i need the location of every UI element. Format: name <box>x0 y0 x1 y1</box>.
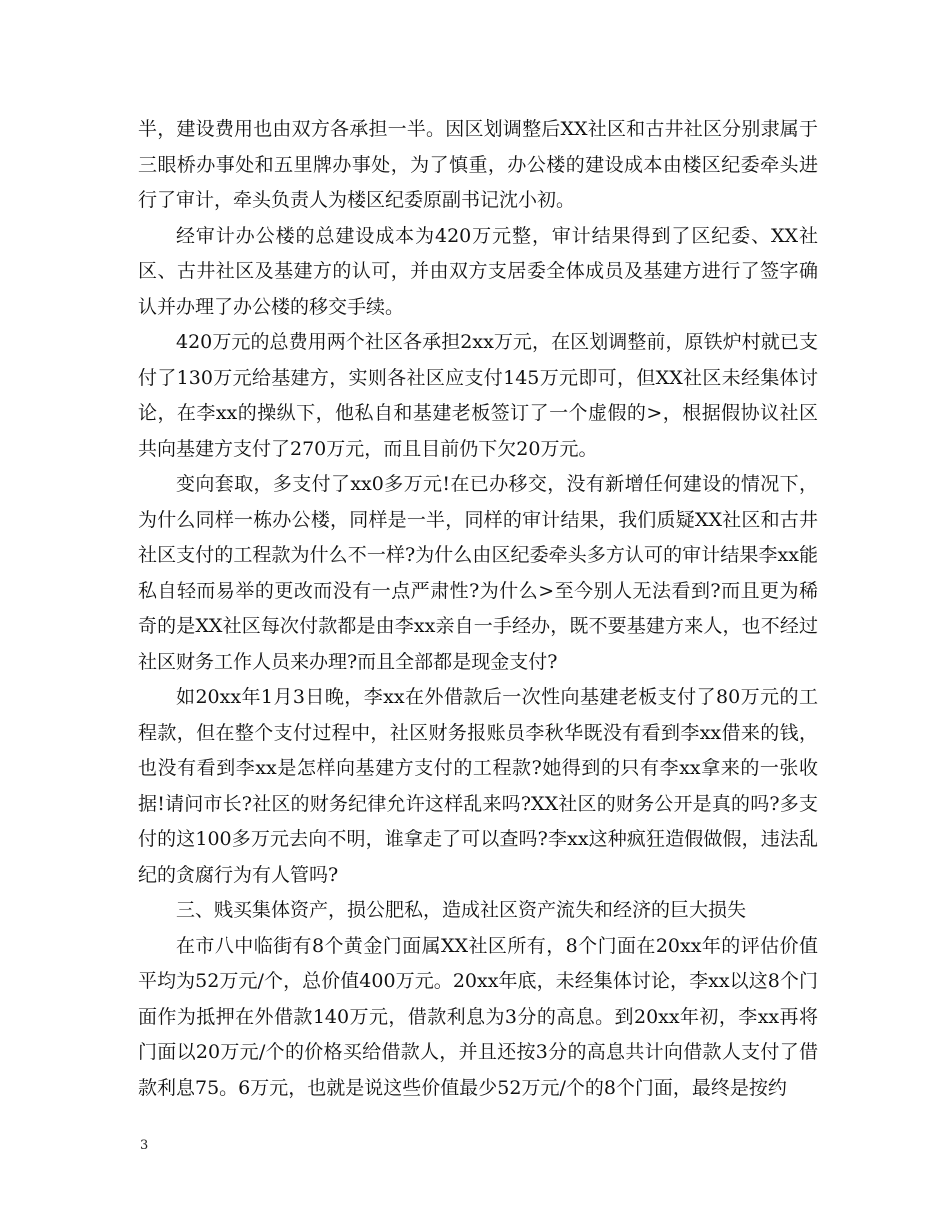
paragraph-3: 420万元的总费用两个社区各承担2xx万元，在区划调整前，原铁炉村就已支付了130万元给基建方，实则各社区应支付145万元即可，但XX社区未经集体讨论，在李xx的操纵下，他私自和基建老板签订了一个虚假的>，根据假协议社区共向基建方支付了270万元，而且目前仍下欠20万元。 <box>138 331 818 460</box>
paragraph-4: 变向套取，多支付了xx0多万元!在已办移交，没有新增任何建设的情况下，为什么同样一栋办公楼，同样是一半，同样的审计结果，我们质疑XX社区和古井社区支付的工程款为什么不一样?为什么由区纪委牵头多方认可的审计结果李xx能私自轻而易举的更改而没有一点严肃性?为什么>至今别人无法看到?而且更为稀奇的是XX社区每次付款都是由李xx亲自一手经办，既不要基建方来人，也不经过社区财务工作人员来办理?而且全部都是现金支付? <box>138 473 818 673</box>
document-body <box>138 112 818 1106</box>
page-number: 3 <box>140 1138 149 1153</box>
paragraph-6: 在市八中临街有8个黄金门面属XX社区所有，8个门面在20xx年的评估价值平均为52万元/个，总价值400万元。20xx年底，未经集体讨论，李xx以这8个门面作为抵押在外借款140万元，借款利息为3分的高息。到20xx年初，李xx再将门面以20万元/个的价格买给借款人，并且还按3分的高息共计向借款人支付了借款利息75。6万元，也就是说这些价值最少52万元/个的8个门面，最终是按约 <box>138 934 818 1099</box>
paragraph-2: 经审计办公楼的总建设成本为420万元整，审计结果得到了区纪委、XX社区、古井社区及基建方的认可，并由双方支居委全体成员及基建方进行了签字确认并办理了办公楼的移交手续。 <box>138 224 818 318</box>
section-heading: 三、贱买集体资产，损公肥私，造成社区资产流失和经济的巨大损失 <box>176 899 747 921</box>
paragraph-5: 如20xx年1月3日晚，李xx在外借款后一次性向基建老板支付了80万元的工程款，但在整个支付过程中，社区财务报账员李秋华既没有看到李xx借来的钱，也没有看到李xx是怎样向基建方支付的工程款?她得到的只有李xx拿来的一张收据!请问市长?社区的财务纪律允许这样乱来吗?XX社区的财务公开是真的吗?多支付的这100多万元去向不明，谁拿走了可以查吗?李xx这种疯狂造假做假，违法乱纪的贪腐行为有人管吗? <box>138 686 818 886</box>
paragraph-1: 半，建设费用也由双方各承担一半。因区划调整后XX社区和古井社区分别隶属于三眼桥办事处和五里牌办事处，为了慎重，办公楼的建设成本由楼区纪委牵头进行了审计，牵头负责人为楼区纪委原副书记沈小初。 <box>138 118 818 211</box>
